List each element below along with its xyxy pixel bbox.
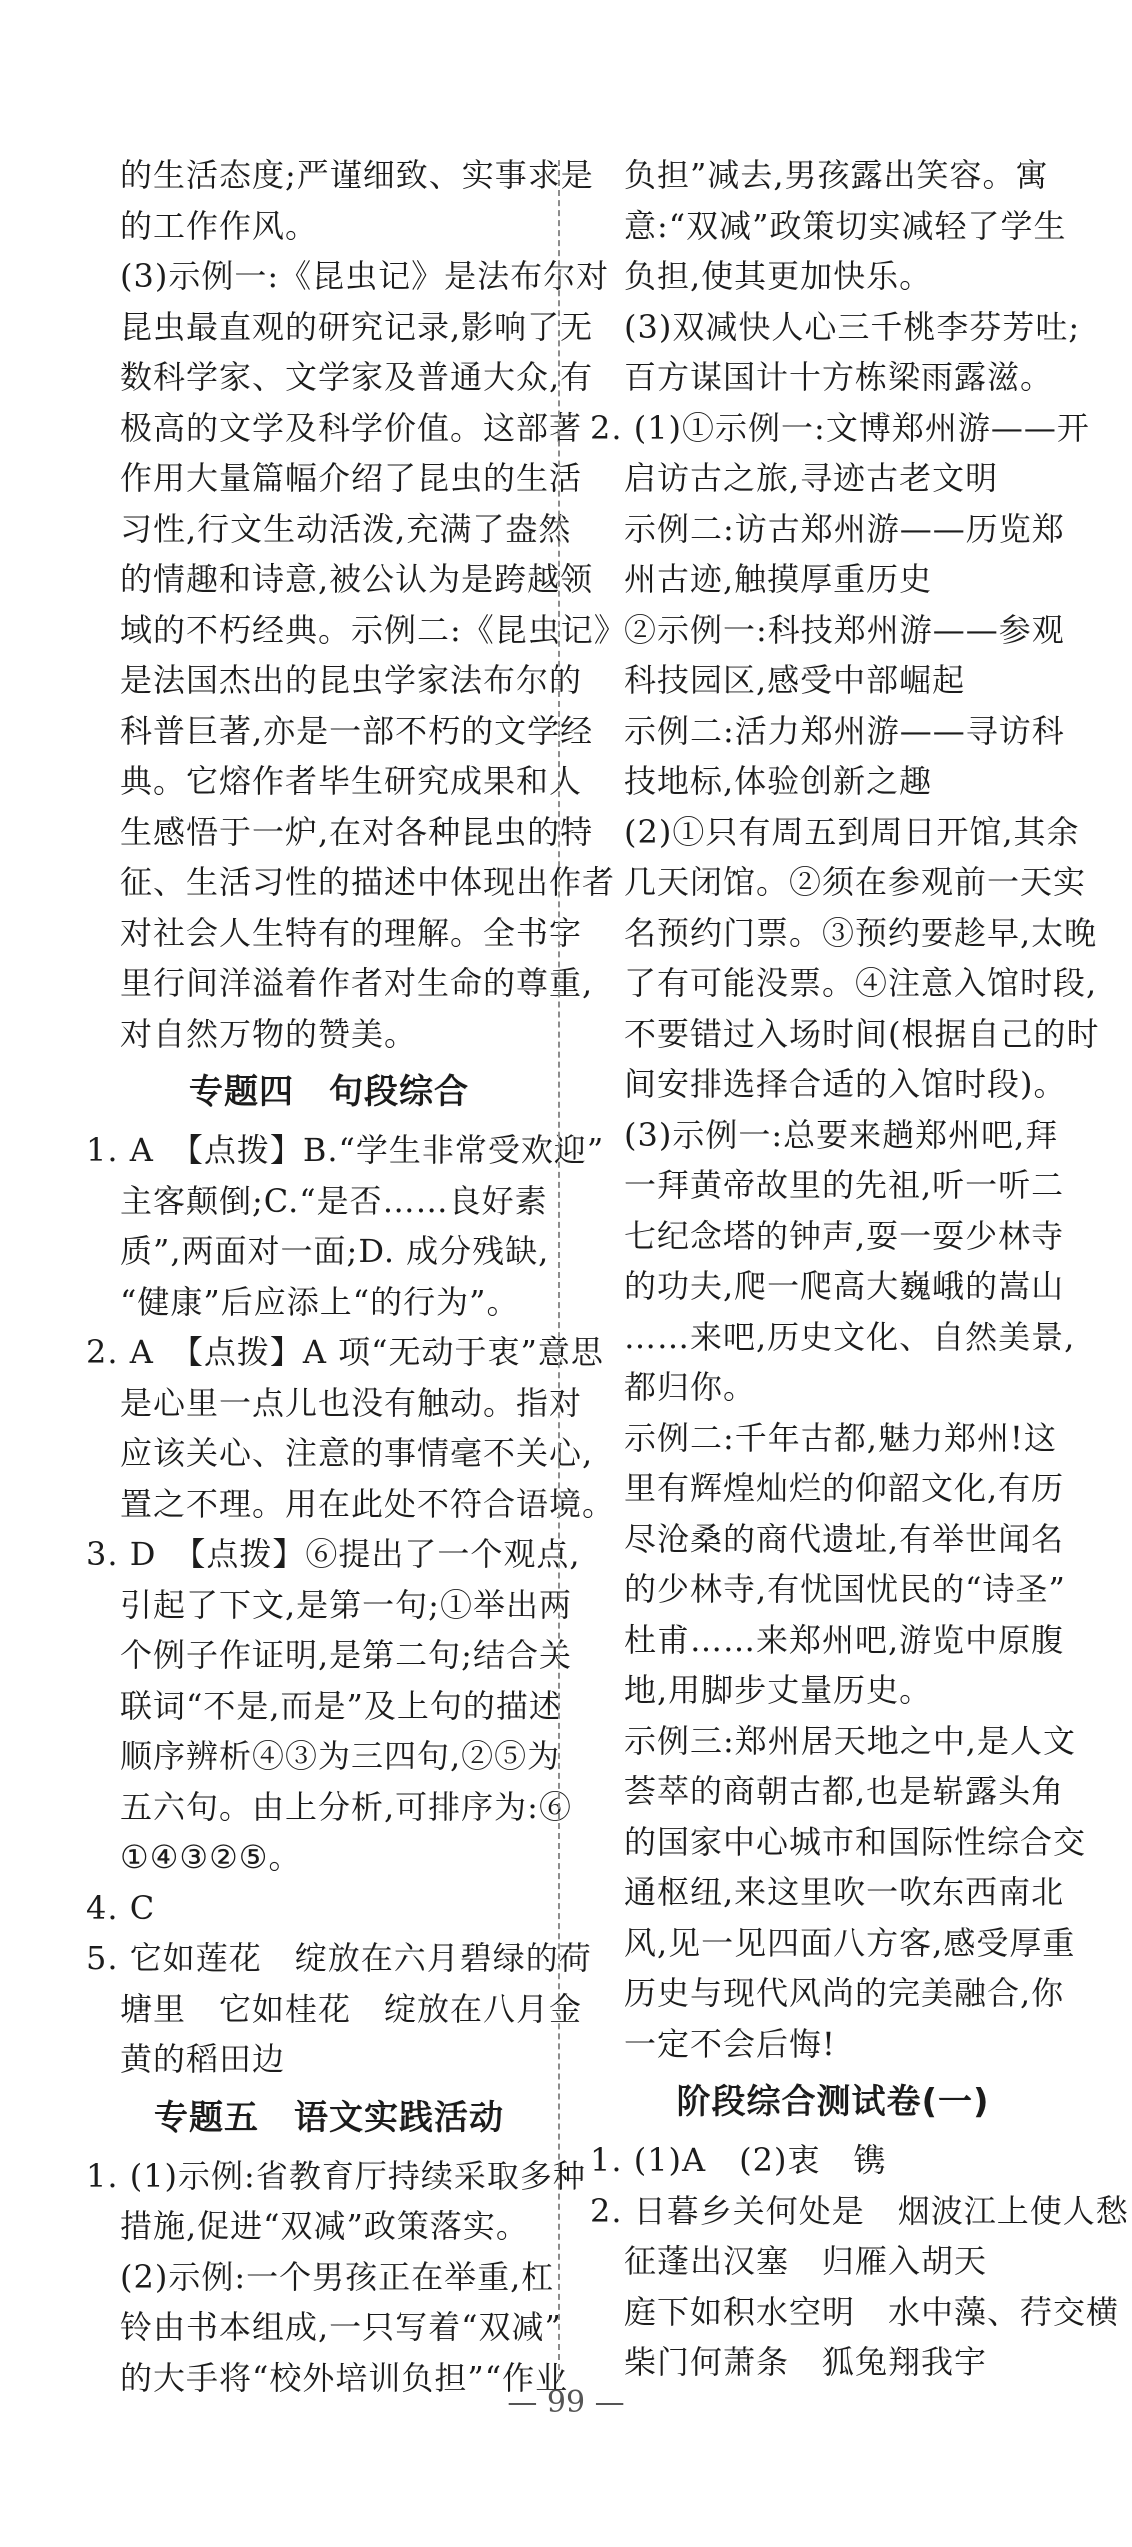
text-line: 名预约门票。③预约要趁早,太晚 [624,913,1098,952]
text-line: 个例子作证明,是第二句;结合关 [120,1636,572,1674]
text-line: 极高的文学及科学价值。这部著 [120,408,583,447]
text-line: 的工作作风。 [120,206,319,245]
text-line: 质”,两面对一面;D. 成分残缺, [120,1232,550,1270]
text-line: 庭下如积水空明 水中藻、荇交横 [624,2292,1120,2331]
column-divider [558,160,560,2380]
text-line: 5. 它如莲花 绽放在六月碧绿的荷 [86,1939,592,1977]
text-line: 风,见一见四面八方客,感受厚重 [624,1923,1076,1962]
text-line: 历史与现代风尚的完美融合,你 [624,1974,1065,2012]
text-line: 柴门何萧条 狐兔翔我宇 [624,2343,988,2381]
text-line: 3. D 【点拨】⑥提出了一个观点, [86,1535,581,1573]
text-line: (3)双减快人心三千桃李芬芳吐; [624,307,1081,346]
text-line: 荟萃的商朝古都,也是崭露头角 [624,1772,1065,1810]
text-line: 的功夫,爬一爬高大巍峨的嵩山 [624,1267,1065,1305]
text-line: 负担”减去,男孩露出笑容。寓 [624,156,1049,194]
text-line: 是法国杰出的昆虫学家法布尔的 [120,661,583,699]
text-line: “健康”后应添上“的行为”。 [120,1282,520,1321]
text-line: 1. (1)A (2)衷 镌 [590,2141,887,2179]
text-line: 1. A 【点拨】B.“学生非常受欢迎” [86,1131,605,1169]
section-heading: 专题五 语文实践活动 [154,2097,504,2138]
text-line: 一拜黄帝故里的先祖,听一听二 [624,1166,1065,1204]
text-line: 负担,使其更加快乐。 [624,257,933,295]
text-line: 塘里 它如桂花 绽放在八月金 [120,1989,583,2028]
text-line: 示例二:活力郑州游——寻访科 [624,711,1065,750]
text-line: 通枢纽,来这里吹一吹东西南北 [624,1873,1065,1911]
text-line: 2. (1)①示例一:文博郑州游——开 [590,408,1090,447]
text-line: 百方谋国计十方栋梁雨露滋。 [624,358,1054,396]
text-line: 一定不会后悔! [624,2024,836,2063]
text-line: 4. C [86,1888,156,1927]
text-line: 间安排选择合适的入馆时段)。 [624,1065,1067,1103]
text-line: 是心里一点儿也没有触动。指对 [120,1383,583,1422]
text-line: 2. 日暮乡关何处是 烟波江上使人愁 [590,2191,1129,2230]
text-line: (3)示例一:《昆虫记》是法布尔对 [120,257,610,295]
text-line: 数科学家、文学家及普通大众,有 [120,358,594,396]
text-line: 征蓬出汉塞 归雁入胡天 [624,2242,988,2280]
section-heading: 阶段综合测试卷(一) [676,2082,990,2122]
text-line: 示例二:千年古都,魅力郑州!这 [624,1418,1057,1457]
text-line: 科技园区,感受中部崛起 [624,661,966,699]
text-line: 1. (1)示例:省教育厅持续采取多种 [86,2156,586,2195]
text-line: 典。它熔作者毕生研究成果和人 [120,762,583,800]
text-line: 里行间洋溢着作者对生命的尊重, [120,964,594,1002]
text-line: 了有可能没票。④注意入馆时段, [624,964,1098,1002]
text-line: 科普巨著,亦是一部不朽的文学经 [120,711,594,750]
text-line: 的少林寺,有忧国忧民的“诗圣” [624,1570,1066,1608]
text-line: 黄的稻田边 [120,2040,286,2078]
text-line: 主客颠倒;C.“是否……良好素 [120,1181,548,1220]
text-line: 习性,行文生动活泼,充满了盎然 [120,509,572,548]
text-line: 征、生活习性的描述中体现出作者 [120,863,616,901]
text-line: 对社会人生特有的理解。全书字 [120,913,583,952]
text-line: 2. A 【点拨】A 项“无动于衷”意思 [86,1333,604,1371]
text-line: 意:“双减”政策切实减轻了学生 [624,206,1067,245]
text-line: 域的不朽经典。示例二:《昆虫记》 [120,610,627,649]
text-line: 七纪念塔的钟声,耍一耍少林寺 [624,1216,1065,1255]
text-line: 铃由书本组成,一只写着“双减” [120,2308,562,2346]
text-line: 顺序辨析④③为三四句,②⑤为 [120,1737,561,1775]
text-line: 五六句。由上分析,可排序为:⑥ [120,1787,572,1826]
text-line: 生感悟于一炉,在对各种昆虫的特 [120,812,594,851]
section-heading: 专题四 句段综合 [189,1072,469,1112]
text-line: 都归你。 [624,1368,757,1406]
text-line: 置之不理。用在此处不符合语境。 [120,1484,616,1523]
text-line: 示例三:郑州居天地之中,是人文 [624,1721,1076,1760]
text-line: 应该关心、注意的事情毫不关心, [120,1434,594,1472]
text-line: 对自然万物的赞美。 [120,1014,418,1053]
text-line: 尽沧桑的商代遗址,有举世闻名 [624,1519,1065,1558]
page-number: — 99 — [507,2385,625,2420]
text-line: 措施,促进“双减”政策落实。 [120,2207,529,2245]
text-line: 示例二:访古郑州游——历览郑 [624,509,1065,548]
text-line: 地,用脚步丈量历史。 [624,1671,933,1709]
text-line: ①④③②⑤。 [120,1838,302,1876]
text-line: 州古迹,触摸厚重历史 [624,560,933,598]
text-line: 技地标,体验创新之趣 [624,762,933,800]
text-line: ……来吧,历史文化、自然美景, [624,1317,1076,1356]
text-line: (3)示例一:总要来趟郑州吧,拜 [624,1115,1059,1154]
text-line: (2)①只有周五到周日开馆,其余 [624,812,1080,851]
right-column [590,150,1129,2388]
text-line: 的国家中心城市和国际性综合交 [624,1822,1087,1861]
text-line: 启访古之旅,寻迹古老文明 [624,459,999,497]
text-line: 引起了下文,是第一句;①举出两 [120,1585,572,1624]
text-line: 里有辉煌灿烂的仰韶文化,有历 [624,1469,1065,1507]
text-line: 昆虫最直观的研究记录,影响了无 [120,307,594,346]
text-line: ②示例一:科技郑州游——参观 [624,610,1065,649]
text-line: 的大手将“校外培训负担”“作业 [120,2358,569,2397]
text-line: 几天闭馆。②须在参观前一天实 [624,863,1087,901]
text-line: 杜甫……来郑州吧,游览中原腹 [624,1620,1065,1659]
text-line: 作用大量篇幅介绍了昆虫的生活 [120,459,583,497]
text-line: 的生活态度;严谨细致、实事求是 [120,156,594,194]
text-line: 联词“不是,而是”及上句的描述 [120,1686,562,1725]
text-line: 的情趣和诗意,被公认为是跨越领 [120,560,594,598]
text-line: (2)示例:一个男孩正在举重,杠 [120,2257,555,2296]
text-line: 不要错过入场时间(根据自己的时 [624,1014,1100,1053]
